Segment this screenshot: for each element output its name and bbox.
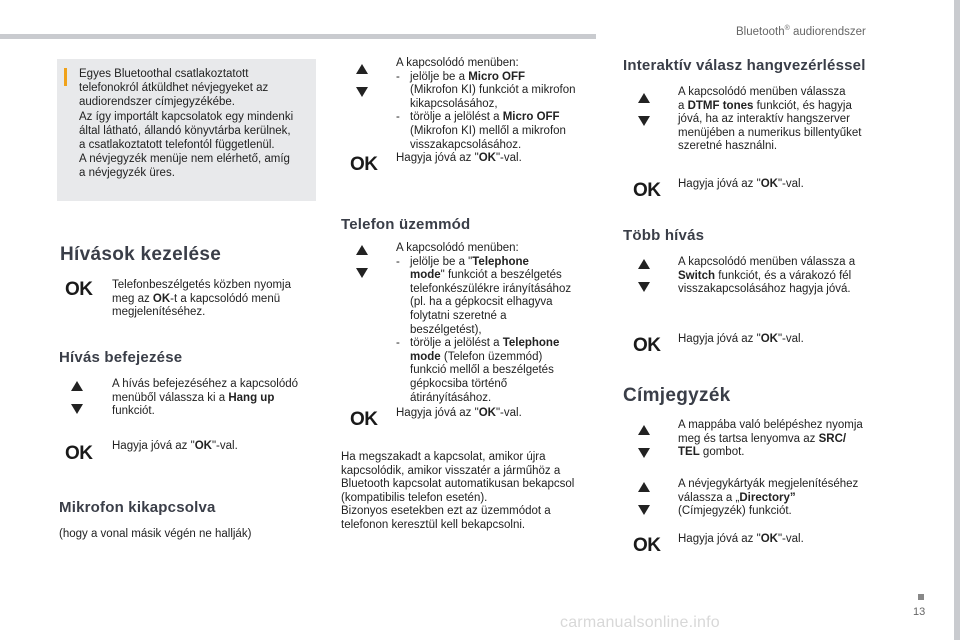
info-icon bbox=[64, 68, 67, 86]
ok-button-icon: OK bbox=[350, 409, 378, 430]
confirm-text: Hagyja jóvá az "OK"-val. bbox=[112, 440, 238, 452]
up-down-arrows-icon bbox=[356, 64, 370, 104]
ok-button-icon: OK bbox=[633, 535, 661, 556]
up-down-arrows-icon bbox=[638, 425, 652, 465]
confirm-text: Hagyja jóvá az "OK"-val. bbox=[678, 333, 804, 345]
confirm-text: Hagyja jóvá az "OK"-val. bbox=[396, 407, 522, 419]
up-down-arrows-icon bbox=[638, 93, 652, 133]
heading-mic-off: Mikrofon kikapcsolva bbox=[59, 499, 216, 516]
ok-button-icon: OK bbox=[633, 335, 661, 356]
running-header: Bluetooth® audiorendszer bbox=[736, 25, 866, 38]
page-number: 13 bbox=[913, 606, 926, 618]
confirm-text: Hagyja jóvá az "OK"-val. bbox=[678, 533, 804, 545]
end-call-text: A hívás befejezéséhez a kapcsolódó menüből válassza ki a Hang up funkciót. bbox=[112, 378, 299, 418]
heading-multiple-calls: Több hívás bbox=[623, 227, 705, 244]
up-down-arrows-icon bbox=[356, 245, 370, 285]
watermark: carmanualsonline.info bbox=[560, 614, 720, 631]
page-marker bbox=[918, 594, 924, 600]
reconnect-paragraph: Ha megszakadt a kapcsolat, amikor újra kapcsolódik, amikor visszatér a járműhöz a Bluetooth kapcsolat automatikusan bekapcsol (kompatibilis telefon esetén). Bizonyos esetekben ezt az üzemmódot a telefonon keresztül kell bekapcsolni. bbox=[341, 451, 575, 531]
phone-mode-text: A kapcsolódó menüben: - jelölje be a "Telephone mode" funkciót a beszélgetés telefonkészülékre irányításához (pl. ha a gépkocsit elhagyva folytatni szeretné a beszélgetést), - törölje a jelölést a Telephone mode (Telefon üzemmód) funkció mellől a beszélgetés gépkocsiba történő átirányításához. bbox=[396, 242, 572, 404]
up-down-arrows-icon bbox=[71, 381, 85, 421]
interactive-voice-text: A kapcsolódó menüben válassza a DTMF tones funkciót, és hagyja jóvá, ha az interaktív hangszerver menüjében a numerikus billentyűket szeretné használni. bbox=[678, 86, 862, 153]
heading-phone-mode: Telefon üzemmód bbox=[341, 216, 471, 233]
page-edge-bar bbox=[954, 0, 960, 640]
ok-button-icon: OK bbox=[633, 180, 661, 201]
heading-directory: Címjegyzék bbox=[623, 385, 731, 406]
heading-call-management: Hívások kezelése bbox=[60, 244, 222, 265]
confirm-text: Hagyja jóvá az "OK"-val. bbox=[678, 178, 804, 190]
confirm-text: Hagyja jóvá az "OK"-val. bbox=[396, 152, 522, 164]
directory-cards-text: A névjegykártyák megjelenítéséhez válassza a „Directory” (Címjegyzék) funkciót. bbox=[678, 478, 859, 518]
info-note bbox=[57, 59, 316, 201]
up-down-arrows-icon bbox=[638, 259, 652, 299]
mic-off-subtitle: (hogy a vonal másik végén ne hallják) bbox=[59, 528, 252, 540]
header-rule bbox=[0, 34, 596, 39]
ok-button-icon: OK bbox=[65, 279, 93, 300]
heading-interactive-voice: Interaktív válasz hangvezérléssel bbox=[623, 57, 866, 74]
heading-end-call: Hívás befejezése bbox=[59, 349, 183, 366]
up-down-arrows-icon bbox=[638, 482, 652, 522]
directory-enter-text: A mappába való belépéshez nyomja meg és tartsa lenyomva az SRC/ TEL gombot. bbox=[678, 419, 863, 459]
info-note-text: Egyes Bluetoothal csatlakoztatott telefonokról átküldhet névjegyeket az audiorendszer címjegyzékébe. Az így importált kapcsolatok egy mindenki által látható, állandó könyvtárba kerülnek, a csatlakoztatott telefontól függetlenül. A névjegyzék menüje nem elérhető, amíg a névjegyzék üres. bbox=[79, 68, 294, 180]
mic-menu-text: A kapcsolódó menüben: - jelölje be a Micro OFF (Mikrofon KI) funkciót a mikrofon kikapcsolásához, - törölje a jelölést a Micro OFF (Mikrofon KI) mellől a mikrofon visszakapcsolásához. bbox=[396, 57, 576, 151]
ok-button-icon: OK bbox=[350, 154, 378, 175]
ok-button-icon: OK bbox=[65, 443, 93, 464]
multiple-calls-text: A kapcsolódó menüben válassza a Switch funkciót, és a várakozó fél visszakapcsolásához hagyja jóvá. bbox=[678, 256, 856, 296]
call-management-text: Telefonbeszélgetés közben nyomja meg az OK-t a kapcsolódó menü megjelenítéséhez. bbox=[112, 279, 292, 319]
